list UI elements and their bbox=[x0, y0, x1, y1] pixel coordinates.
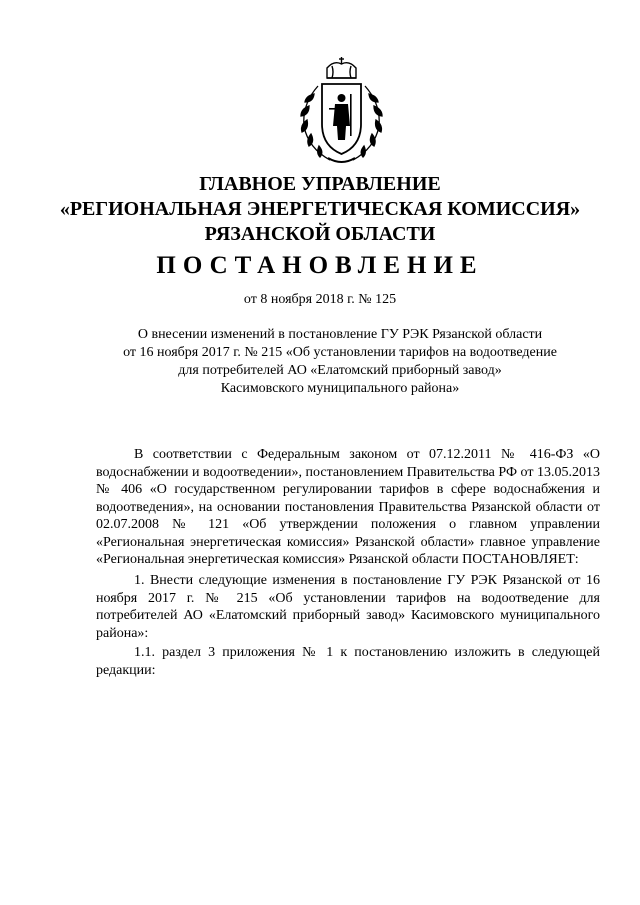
item-1-paragraph: 1. Внести следующие изменения в постановление ГУ РЭК Рязанской от 16 ноября 2017 г. № 215 «Об установлении тарифов на водоотведение для потребителей АО «Елатомский приборный завод» Касимовского муниципального района»: bbox=[96, 573, 600, 641]
authority-line-3: РЯЗАНСКОЙ ОБЛАСТИ bbox=[204, 223, 436, 245]
document-subject bbox=[90, 326, 590, 398]
subject-line-1: О внесении изменений в постановление ГУ РЭК Рязанской области bbox=[137, 327, 543, 342]
document-date-number: от 8 ноября 2018 г. № 125 bbox=[243, 292, 397, 307]
subject-line-2: от 16 ноября 2017 г. № 215 «Об установлении тарифов на водоотведение bbox=[123, 345, 557, 360]
preamble-paragraph: В соответствии с Федеральным законом от 07.12.2011 № 416-ФЗ «О водоснабжении и водоотведении», постановлением Правительства РФ от 13.05.2013 № 406 «О государственном регулировании тарифов в сфере водоснабжения и водоотведения», на основании постановления Правительства Рязанской области от 02.07.2008 № 121 «Об утверждении положения о главном управлении «Региональная энергетическая комиссия» Рязанской области» главное управление «Региональная энергетическая комиссия» Рязанской области ПОСТАНОВЛЯЕТ: bbox=[96, 447, 600, 567]
issuing-authority bbox=[0, 172, 640, 247]
subject-line-4: Касимовского муниципального района» bbox=[220, 381, 460, 396]
document-type-title: ПОСТАНОВЛЕНИЕ bbox=[156, 252, 484, 279]
subject-line-3: для потребителей АО «Елатомский приборный завод» bbox=[178, 363, 502, 378]
item-1-1-paragraph: 1.1. раздел 3 приложения № 1 к постановлению изложить в следующей редакции: bbox=[96, 645, 600, 678]
authority-line-2: «РЕГИОНАЛЬНАЯ ЭНЕРГЕТИЧЕСКАЯ КОМИССИЯ» bbox=[59, 198, 581, 220]
coat-of-arms-emblem bbox=[294, 54, 389, 169]
authority-line-1: ГЛАВНОЕ УПРАВЛЕНИЕ bbox=[199, 173, 441, 195]
